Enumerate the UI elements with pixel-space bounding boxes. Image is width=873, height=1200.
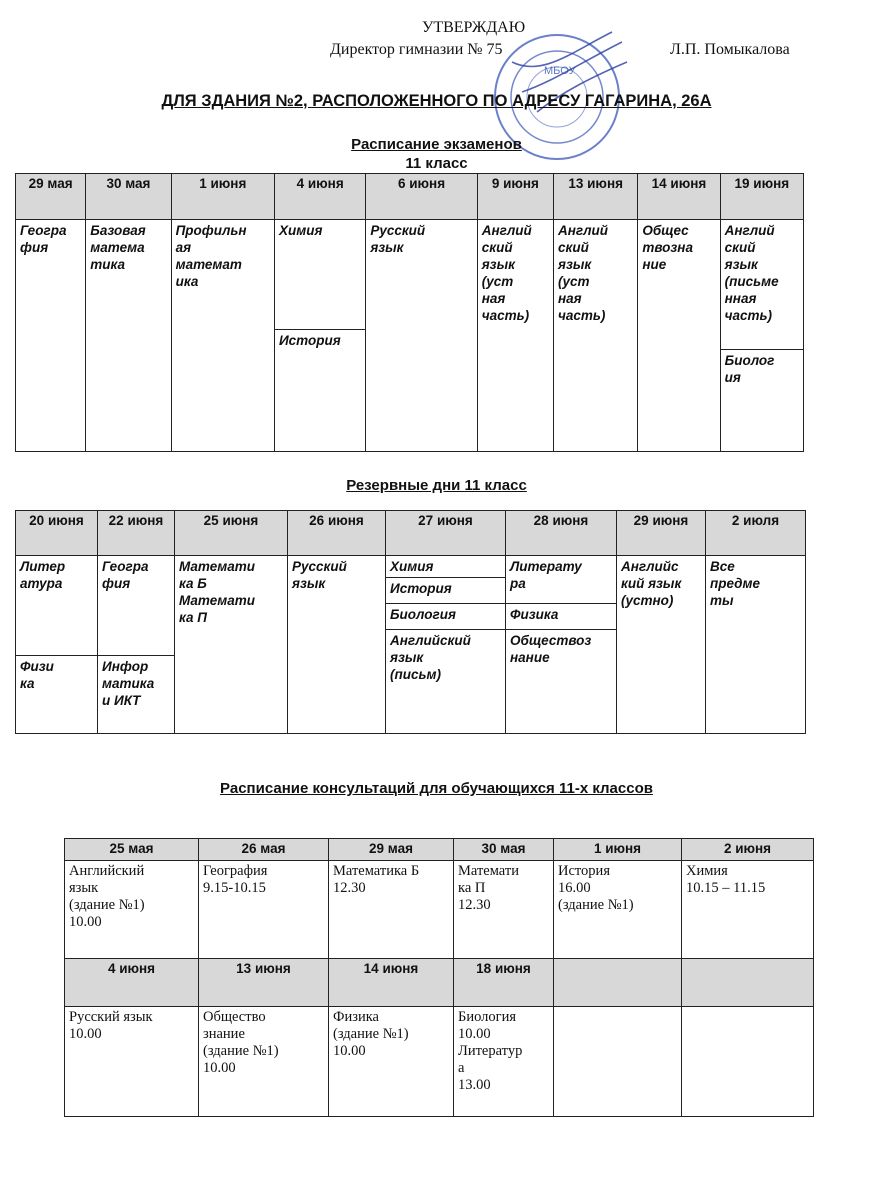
consult-date: 2 июня (682, 839, 814, 861)
exam-date: 29 мая (16, 174, 86, 220)
reserve-subject: Геогра фия (98, 556, 175, 656)
consult-date: 4 июня (65, 959, 199, 1007)
consult-item: Английский язык (здание №1) 10.00 (65, 861, 199, 959)
exam-subject: Химия (274, 220, 365, 330)
consult-item: История 16.00 (здание №1) (554, 861, 682, 959)
exam-date: 30 мая (86, 174, 171, 220)
exam-subject: Англий ский язык (уст ная часть) (477, 220, 553, 452)
reserve-subject: История (386, 578, 506, 604)
consult-dates-row-1 (65, 839, 814, 861)
exam-date: 6 июня (366, 174, 477, 220)
exam-subject: Биолог ия (720, 350, 803, 452)
consult-item: География 9.15-10.15 (199, 861, 329, 959)
exam-date: 9 июня (477, 174, 553, 220)
consult-item (554, 1007, 682, 1117)
reserve-subject: Инфор матика и ИКТ (98, 656, 175, 734)
reserve-dates-row (16, 511, 806, 556)
director-position: Директор гимназии № 75 (330, 41, 503, 58)
consult-date: 18 июня (454, 959, 554, 1007)
reserve-date: 25 июня (175, 511, 288, 556)
reserve-date: 27 июня (386, 511, 506, 556)
reserve-subject: Английс кий язык (устно) (617, 556, 706, 734)
reserve-subject: Математи ка Б Математи ка П (175, 556, 288, 734)
exam-class-heading: 11 класс (405, 155, 468, 172)
consult-date: 26 мая (199, 839, 329, 861)
page-title: ДЛЯ ЗДАНИЯ №2, РАСПОЛОЖЕННОГО ПО АДРЕСУ ГАГАРИНА, 26А (161, 92, 712, 110)
consult-date: 13 июня (199, 959, 329, 1007)
reserve-subject: Литерату ра (506, 556, 617, 604)
exam-dates-row (16, 174, 804, 220)
consult-item (682, 1007, 814, 1117)
reserve-date: 26 июня (288, 511, 386, 556)
consultations-table (64, 838, 814, 1117)
stamp-label: МБОУ (544, 65, 576, 77)
exam-date: 19 июня (720, 174, 803, 220)
exam-subject: Профильн ая математ ика (171, 220, 274, 452)
exam-subject: История (274, 330, 365, 452)
reserve-days-table (15, 510, 806, 734)
reserve-date: 28 июня (506, 511, 617, 556)
approval-title: УТВЕРЖДАЮ (422, 19, 526, 36)
consult-item: Физика (здание №1) 10.00 (329, 1007, 454, 1117)
reserve-date: 2 июля (706, 511, 806, 556)
director-name: Л.П. Помыкалова (670, 41, 790, 58)
reserve-date: 29 июня (617, 511, 706, 556)
consult-item: Математи ка П 12.30 (454, 861, 554, 959)
consult-item: Русский язык 10.00 (65, 1007, 199, 1117)
reserve-subject: Химия (386, 556, 506, 578)
reserve-subject: Все предме ты (706, 556, 806, 734)
consult-item: Математика Б 12.30 (329, 861, 454, 959)
consult-date: 14 июня (329, 959, 454, 1007)
consult-date (554, 959, 682, 1007)
reserve-subject: Английский язык (письм) (386, 630, 506, 734)
consult-item: Общество знание (здание №1) 10.00 (199, 1007, 329, 1117)
reserve-subject: Литер атура (16, 556, 98, 656)
reserve-subject: Биология (386, 604, 506, 630)
exam-date: 1 июня (171, 174, 274, 220)
reserve-days-heading: Резервные дни 11 класс (346, 477, 527, 494)
exam-subject: Геогра фия (16, 220, 86, 452)
exam-date: 4 июня (274, 174, 365, 220)
consult-date (682, 959, 814, 1007)
reserve-date: 22 июня (98, 511, 175, 556)
consult-date: 1 июня (554, 839, 682, 861)
consult-item: Химия 10.15 – 11.15 (682, 861, 814, 959)
consultations-heading: Расписание консультаций для обучающихся 11-х классов (220, 780, 653, 797)
reserve-subject: Обществоз нание (506, 630, 617, 734)
exam-schedule-heading: Расписание экзаменов (351, 136, 522, 153)
reserve-subject: Русский язык (288, 556, 386, 734)
consult-dates-row-2 (65, 959, 814, 1007)
consult-date: 30 мая (454, 839, 554, 861)
exam-subject: Общес твозна ние (638, 220, 720, 452)
exam-schedule-table (15, 173, 804, 452)
reserve-date: 20 июня (16, 511, 98, 556)
reserve-subject: Физи ка (16, 656, 98, 734)
exam-subject: Русский язык (366, 220, 477, 452)
consult-item: Биология 10.00 Литератур а 13.00 (454, 1007, 554, 1117)
exam-date: 13 июня (554, 174, 638, 220)
consult-date: 25 мая (65, 839, 199, 861)
exam-subject: Англий ский язык (уст ная часть) (554, 220, 638, 452)
exam-subject: Англий ский язык (письме нная часть) (720, 220, 803, 350)
consult-date: 29 мая (329, 839, 454, 861)
exam-date: 14 июня (638, 174, 720, 220)
exam-subject: Базовая матема тика (86, 220, 171, 452)
reserve-subject: Физика (506, 604, 617, 630)
